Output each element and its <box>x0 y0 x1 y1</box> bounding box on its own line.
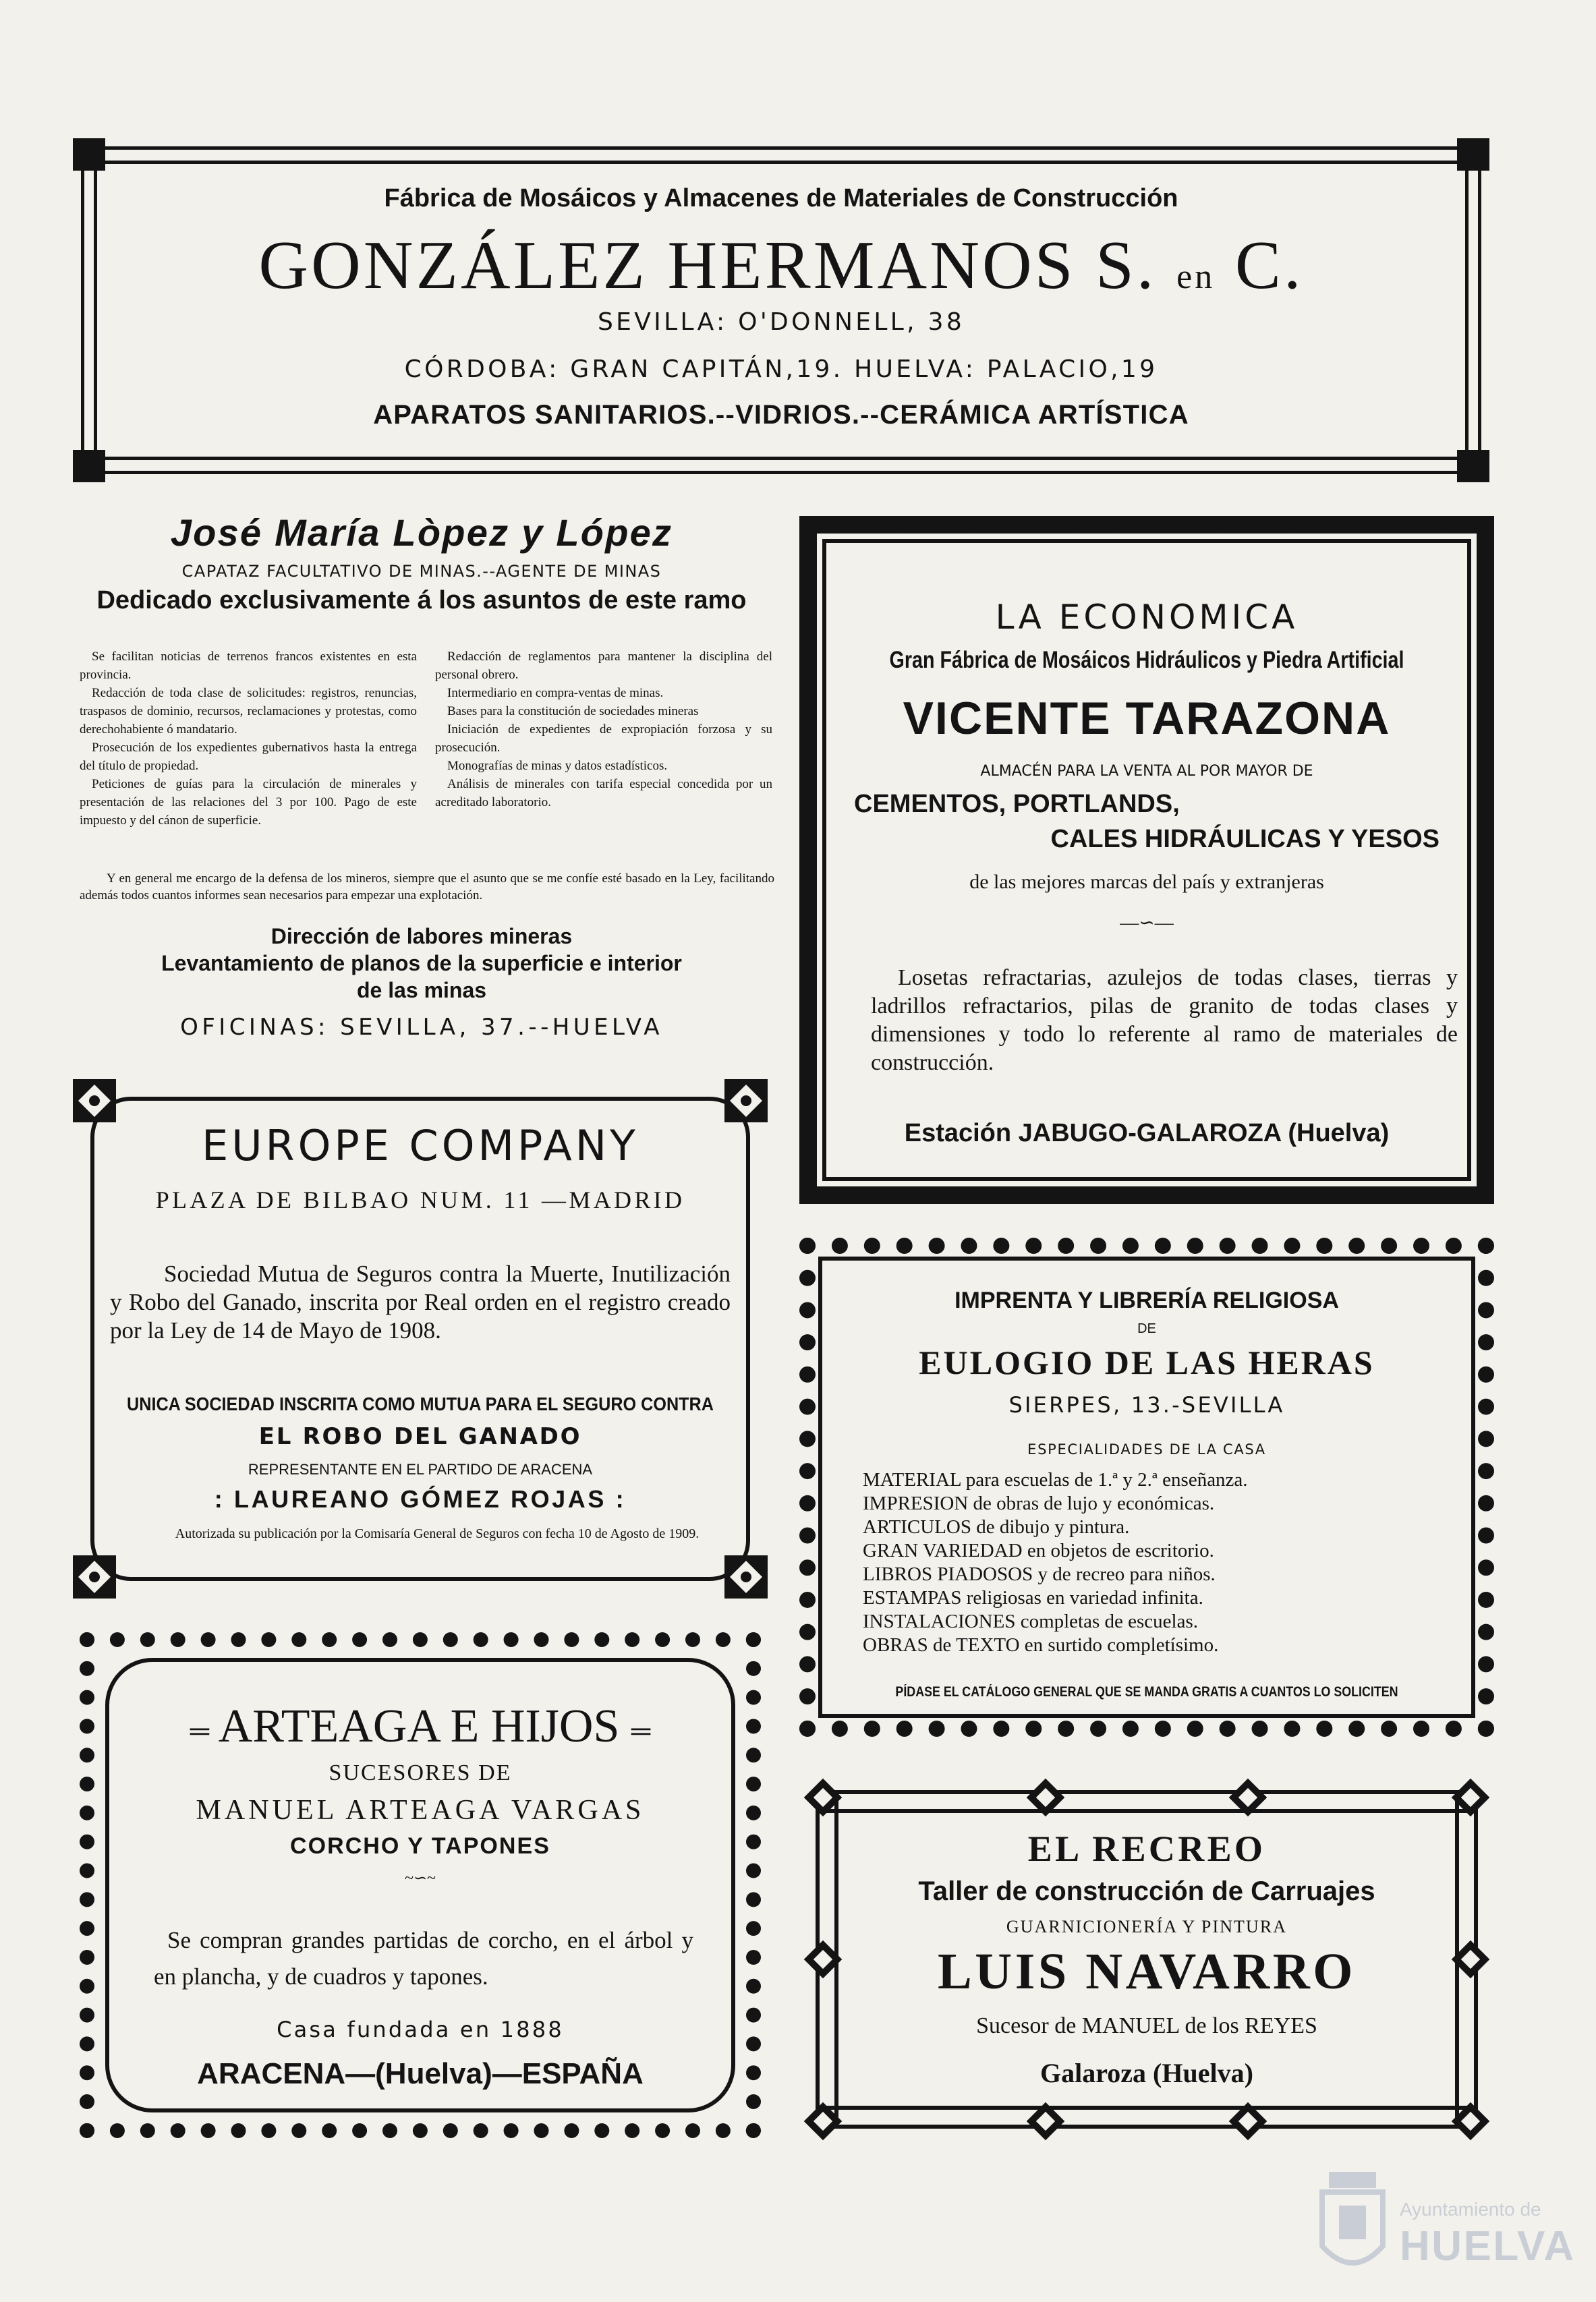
arteaga-description: Se compran grandes partidas de corcho, en el árbol y en plancha, y de cuadros y tapones. <box>154 1927 693 1990</box>
corner-ornament <box>73 1555 116 1599</box>
lopez-dedication: Dedicado exclusivamente á los asuntos de este ramo <box>96 586 747 614</box>
ad-eulogio-de-las-heras <box>799 1238 1494 1737</box>
eulogio-item: IMPRESION de obras de lujo y económicas. <box>863 1493 1215 1514</box>
corner-ornament <box>724 1079 768 1122</box>
recreo-location: Galaroza (Huelva) <box>1040 2058 1253 2088</box>
lopez-service: Bases para la constitución de sociedades mineras <box>447 704 699 718</box>
lopez-services-right <box>435 648 772 811</box>
corner-square <box>1457 138 1489 171</box>
eulogio-items <box>863 1468 1456 1657</box>
lopez-service: Redacción de toda clase de solicitudes: registros, renuncias, traspasos de dominio, recursos, reclamaciones y protestas, como derechohabiente ó mandatario. <box>80 686 417 737</box>
ad-lopez <box>67 502 776 1056</box>
gonzalez-products: APARATOS SANITARIOS.--VIDRIOS.--CERÁMICA ARTÍSTICA <box>373 400 1189 430</box>
recreo-successor: Sucesor de MANUEL de los REYES <box>976 2013 1317 2038</box>
economica-station: Estación JABUGO-GALAROZA (Huelva) <box>904 1119 1390 1147</box>
logo-line1: Ayuntamiento de <box>1400 2199 1541 2220</box>
eulogio-item: ARTICULOS de dibujo y pintura. <box>863 1516 1130 1538</box>
bottom-rule <box>93 457 1469 474</box>
ad-el-recreo <box>799 1774 1494 2145</box>
recreo-bottom-rule <box>826 2106 1467 2129</box>
ad-gonzalez-hermanos <box>73 138 1489 482</box>
gonzalez-name-text: GONZÁLEZ HERMANOS S. <box>258 227 1157 304</box>
economica-brands: de las mejores marcas del país y extranjeras <box>969 871 1324 893</box>
economica-ornament: —∽— <box>1120 913 1174 933</box>
lopez-title: CAPATAZ FACULTATIVO DE MINAS.--AGENTE DE MINAS <box>181 562 662 581</box>
logo-line2: HUELVA <box>1400 2223 1576 2270</box>
eulogio-specialties: ESPECIALIDADES DE LA CASA <box>1027 1441 1266 1458</box>
lopez-offices: OFICINAS: SEVILLA, 37.--HUELVA <box>180 1014 663 1041</box>
europe-representative-label: REPRESENTANTE EN EL PARTIDO DE ARACENA <box>248 1461 593 1478</box>
gonzalez-suffix-en: en <box>1176 258 1216 296</box>
recreo-services: GUARNICIONERÍA Y PINTURA <box>1006 1917 1288 1936</box>
gonzalez-subtitle: Fábrica de Mosáicos y Almacenes de Materiales de Construcción <box>384 184 1178 212</box>
arteaga-products: CORCHO Y TAPONES <box>290 1833 550 1859</box>
eulogio-item: MATERIAL para escuelas de 1.ª y 2.ª enseñanza. <box>863 1469 1248 1491</box>
ad-europe-company <box>73 1079 768 1599</box>
arteaga-founder: MANUEL ARTEAGA VARGAS <box>196 1795 645 1826</box>
europe-theft: EL ROBO DEL GANADO <box>258 1423 582 1450</box>
arteaga-successors: SUCESORES DE <box>329 1760 512 1785</box>
arteaga-name: ARTEAGA E HIJOS <box>218 1700 620 1752</box>
eulogio-item: GRAN VARIEDAD en objetos de escritorio. <box>863 1540 1214 1561</box>
eulogio-catalog: PÍDASE EL CATÁLOGO GENERAL QUE SE MANDA GRATIS A CUANTOS LO SOLICITEN <box>895 1684 1398 1700</box>
economica-owner: VICENTE TARAZONA <box>903 693 1391 744</box>
dash-ornament-left: ═ <box>190 1715 210 1746</box>
lopez-name: José María Lòpez y López <box>170 511 673 554</box>
gonzalez-address-sevilla: SEVILLA: O'DONNELL, 38 <box>597 308 965 336</box>
economica-products-line2: CALES HIDRÁULICAS Y YESOS <box>1050 825 1440 853</box>
recreo-name: EL RECREO <box>1027 1829 1266 1869</box>
gonzalez-name <box>73 226 1489 305</box>
eulogio-item: LIBROS PIADOSOS y de recreo para niños. <box>863 1563 1216 1585</box>
europe-description: Sociedad Mutua de Seguros contra la Muerte, Inutilización y Robo del Ganado, inscrita por Real orden en el registro creado por la Ley de 14 de Mayo de 1908. <box>110 1261 731 1344</box>
economica-products-line1: CEMENTOS, PORTLANDS, <box>854 790 1180 818</box>
eulogio-header: IMPRENTA Y LIBRERÍA RELIGIOSA <box>954 1288 1339 1313</box>
corner-square <box>73 450 105 482</box>
gonzalez-address-cordoba-huelva: CÓRDOBA: GRAN CAPITÁN,19. HUELVA: PALACIO,19 <box>404 355 1158 383</box>
ayuntamiento-logo <box>1315 2158 1576 2286</box>
eulogio-item: ESTAMPAS religiosas en variedad infinita. <box>863 1587 1203 1609</box>
recreo-workshop: Taller de construcción de Carruajes <box>918 1876 1375 1906</box>
huelva-crest-icon <box>1315 2165 1390 2280</box>
corner-ornament <box>724 1555 768 1599</box>
lopez-service: Iniciación de expedientes de expropiación forzosa y su prosecución. <box>435 722 772 755</box>
europe-representative: : LAUREANO GÓMEZ ROJAS : <box>214 1485 627 1513</box>
lopez-service: Monografías de minas y datos estadísticos. <box>447 759 668 773</box>
eulogio-item: INSTALACIONES completas de escuelas. <box>863 1611 1199 1632</box>
eulogio-address: SIERPES, 13.-SEVILLA <box>1008 1392 1285 1418</box>
europe-authorization: Autorizada su publicación por la Comisaría General de Seguros con fecha 10 de Agosto de 1909. <box>175 1526 700 1541</box>
lopez-service: Análisis de minerales con tarifa especial concedida por un acreditado laboratorio. <box>435 777 772 809</box>
corner-square <box>73 138 105 171</box>
europe-name: EUROPE COMPANY <box>202 1121 639 1170</box>
lopez-service: Se facilitan noticias de terrenos francos existentes en esta provincia. <box>80 650 417 682</box>
lopez-services-left <box>80 648 417 830</box>
europe-address: PLAZA DE BILBAO NUM. 11 —MADRID <box>155 1186 685 1213</box>
arteaga-location: ARACENA—(Huelva)—ESPAÑA <box>197 2057 644 2090</box>
lopez-direction: Dirección de labores mineras <box>270 924 573 948</box>
lopez-survey-line1: Levantamiento de planos de la superficie e interior <box>161 951 682 975</box>
arteaga-name-row <box>73 1700 768 1754</box>
economica-warehouse: ALMACÉN PARA LA VENTA AL POR MAYOR DE <box>980 763 1313 780</box>
eulogio-item: OBRAS de TEXTO en surtido completísimo. <box>863 1634 1219 1656</box>
recreo-owner: LUIS NAVARRO <box>938 1943 1356 2000</box>
ad-la-economica <box>799 516 1494 1204</box>
ad-arteaga-e-hijos <box>73 1625 768 2145</box>
dash-ornament-right: ═ <box>631 1715 651 1746</box>
gonzalez-suffix-c: C. <box>1234 227 1304 304</box>
corner-ornament <box>73 1079 116 1122</box>
lopez-service: Intermediario en compra-ventas de minas. <box>447 686 664 700</box>
europe-unique: UNICA SOCIEDAD INSCRITA COMO MUTUA PARA EL SEGURO CONTRA <box>127 1393 714 1414</box>
eulogio-name: EULOGIO DE LAS HERAS <box>919 1344 1375 1381</box>
top-rule <box>93 146 1469 164</box>
lopez-service: Peticiones de guías para la circulación de minerales y presentación de las relaciones del 3 por 100. Pago de este impuesto y del cánon de superficie. <box>80 777 417 828</box>
eulogio-de: DE <box>1137 1321 1156 1336</box>
lopez-survey-line2: de las minas <box>356 978 487 1002</box>
economica-factory: Gran Fábrica de Mosáicos Hidráulicos y Piedra Artificial <box>889 647 1404 673</box>
economica-name: LA ECONOMICA <box>995 598 1299 637</box>
lopez-service: Prosecución de los expedientes gubernativos hasta la entrega del título de propiedad. <box>80 741 417 773</box>
arteaga-ornament: ~∽~ <box>404 1870 436 1887</box>
economica-description: Losetas refractarias, azulejos de todas clases, tierras y ladrillos refractarios, pilas de granito de todas clases y dimensiones y todo lo referente al ramo de materiales de construcción. <box>871 965 1458 1075</box>
corner-square <box>1457 450 1489 482</box>
lopez-service: Redacción de reglamentos para mantener la disciplina del personal obrero. <box>435 650 772 682</box>
arteaga-founded: Casa fundada en 1888 <box>277 2017 564 2042</box>
lopez-closing: Y en general me encargo de la defensa de los mineros, siempre que el asunto que se me confíe esté basado en la Ley, facilitando además todos cuantos informes sean necesarios para empezar una explotación. <box>80 871 774 902</box>
recreo-top-rule <box>826 1790 1467 1813</box>
